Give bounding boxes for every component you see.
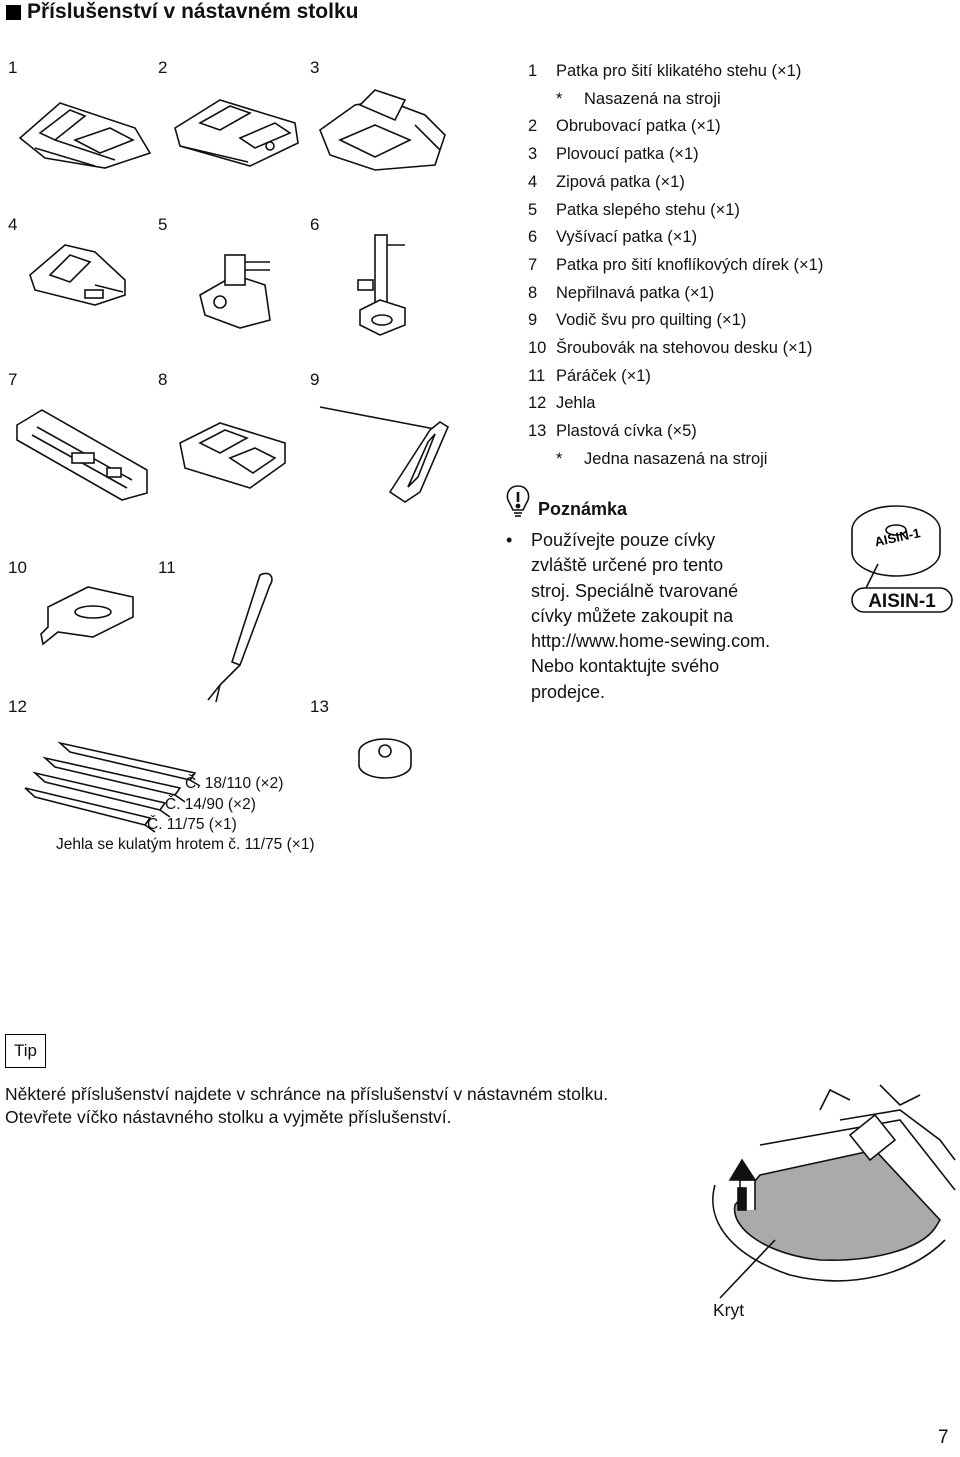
note-bullet: • xyxy=(506,530,513,550)
note-title: Poznámka xyxy=(538,499,628,519)
needle-label-ballpoint: Jehla se kulatým hrotem č. 11/75 (×1) xyxy=(56,836,315,853)
fig-number-9: 9 xyxy=(310,370,320,389)
needle-label-14: Č. 14/90 (×2) xyxy=(165,796,256,813)
list-item: 6 Vyšívací patka (×1) xyxy=(528,228,698,247)
note-body: Používejte pouze cívky zvláště určené pro tento stroj. Speciálně tvarované cívky můžete zakoupit na http://www.home-sewing.com. Nebo kontaktujte svého prodejce. xyxy=(531,530,771,702)
accessory-compartment-illustration xyxy=(700,1080,960,1315)
aisin-small-label: AISIN-1 xyxy=(873,525,922,550)
non-stick-foot-illustration xyxy=(175,418,290,493)
needle-label-11: Č. 11/75 (×1) xyxy=(147,816,237,833)
list-item: 9 Vodič švu pro quilting (×1) xyxy=(528,311,747,330)
hemmer-foot-illustration xyxy=(170,98,300,168)
section-title-text: Příslušenství v nástavném stolku xyxy=(27,0,359,23)
list-item: * Nasazená na stroji xyxy=(556,89,721,108)
tip-label: Tip xyxy=(5,1034,46,1068)
blind-stitch-foot-illustration xyxy=(190,250,280,330)
screwdriver-illustration xyxy=(38,582,138,652)
list-item: 5 Patka slepého stehu (×1) xyxy=(528,200,740,219)
fig-number-6: 6 xyxy=(310,215,320,234)
aisin-label: AISIN-1 xyxy=(868,591,936,612)
fig-number-3: 3 xyxy=(310,58,320,77)
list-item: 8 Nepřilnavá patka (×1) xyxy=(528,283,715,302)
embroidery-foot-illustration xyxy=(350,230,420,340)
square-marker-icon xyxy=(6,5,21,20)
list-item: 12 Jehla xyxy=(528,394,596,413)
walking-foot-illustration xyxy=(315,95,465,175)
buttonhole-foot-illustration xyxy=(12,405,152,500)
caution-icon xyxy=(504,484,532,520)
page-number: 7 xyxy=(938,1427,949,1448)
fig-number-10: 10 xyxy=(8,558,27,577)
list-item: 2 Obrubovací patka (×1) xyxy=(528,117,721,136)
fig-number-4: 4 xyxy=(8,215,18,234)
seam-ripper-illustration xyxy=(200,570,280,705)
list-item: * Jedna nasazená na stroji xyxy=(556,449,768,468)
list-item: 7 Patka pro šití knoflíkových dírek (×1) xyxy=(528,255,824,274)
cover-label: Kryt xyxy=(713,1300,745,1320)
bobbin-illustration xyxy=(358,737,413,782)
fig-number-7: 7 xyxy=(8,370,18,389)
list-item: 4 Zipová patka (×1) xyxy=(528,172,685,191)
fig-number-2: 2 xyxy=(158,58,168,77)
list-item: 13 Plastová cívka (×5) xyxy=(528,422,697,441)
zipper-foot-illustration xyxy=(25,240,135,310)
aisin-bobbin-illustration xyxy=(850,502,955,612)
fig-number-5: 5 xyxy=(158,215,168,234)
fig-number-11: 11 xyxy=(158,558,176,577)
needle-label-18: Č. 18/110 (×2) xyxy=(185,775,284,792)
list-item: 11 Páráček (×1) xyxy=(528,366,651,385)
list-item: 10 Šroubovák na stehovou desku (×1) xyxy=(528,339,813,358)
zigzag-foot-illustration xyxy=(15,98,140,168)
section-title xyxy=(6,0,358,24)
fig-number-13: 13 xyxy=(310,697,329,716)
fig-number-12: 12 xyxy=(8,697,27,716)
tip-text: Některé příslušenství najdete v schránce na příslušenství v nástavném stolku. Otevřete víčko nástavného stolku a vyjměte příslušenství. xyxy=(5,1084,609,1127)
quilting-guide-illustration xyxy=(320,402,450,507)
fig-number-1: 1 xyxy=(8,58,18,77)
accessory-list xyxy=(528,58,823,474)
list-item: 3 Plovoucí patka (×1) xyxy=(528,145,699,164)
list-item: 1 Patka pro šití klikatého stehu (×1) xyxy=(528,62,802,80)
fig-number-8: 8 xyxy=(158,370,168,389)
